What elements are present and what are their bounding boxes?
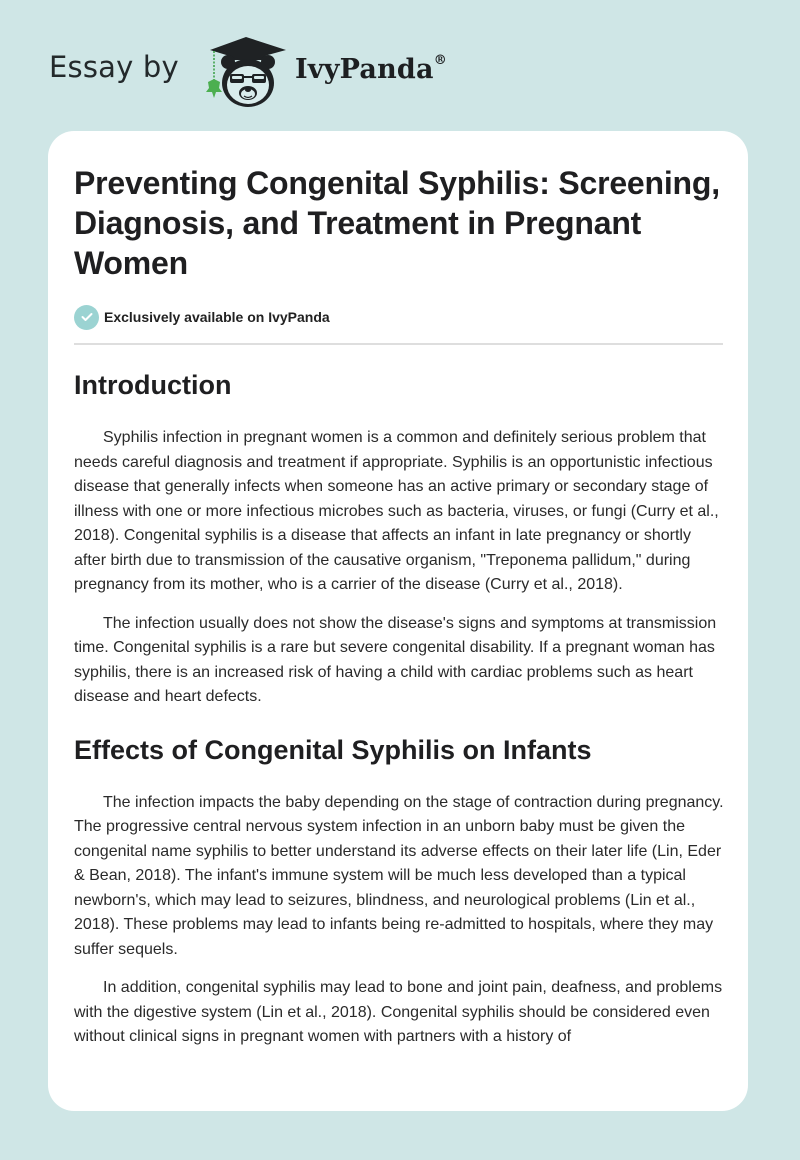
essay-card	[48, 131, 748, 1111]
section-heading-introduction: Introduction	[74, 370, 232, 400]
paragraph: The infection usually does not show the disease's signs and symptoms at transmission time. Congenital syphilis is a rare but severe congenital disability. If a pregnant woman has syphilis, there is an increased risk of having a child with cardiac problems such as heart disease and heart defects.	[74, 614, 717, 705]
brand-name[interactable]	[295, 54, 447, 85]
paragraph: In addition, congenital syphilis may lead to bone and joint pain, deafness, and problems with the digestive system (Lin et al., 2018). Congenital syphilis should be considered even without clinical signs in pregnant women with partners with a history of	[74, 979, 723, 1045]
brand-name-text: IvyPanda	[295, 54, 434, 85]
brand-header	[0, 0, 800, 130]
panda-graduate-logo-icon[interactable]	[200, 34, 292, 110]
exclusive-badge	[74, 304, 724, 330]
paragraph: Syphilis infection in pregnant women is a common and definitely serious problem that needs careful diagnosis and treatment if appropriate. Syphilis is an opportunistic infectious disease that generally infects when someone has an active primary or secondary stage of illness with one or more infectious microbes such as bacteria, viruses, or fungi (Curry et al., 2018). Congenital syphilis is a disease that affects an infant in late pregnancy or shortly after birth due to transmission of the causative organism, "Treponema pallidum," during pregnancy from its mother, who is a carrier of the disease (Curry et al., 2018).	[74, 429, 719, 593]
check-circle-icon	[74, 305, 99, 330]
essay-title: Preventing Congenital Syphilis: Screening, Diagnosis, and Treatment in Pregnant Women	[74, 165, 720, 281]
title-divider	[74, 343, 723, 345]
essay-by-label: Essay by	[49, 50, 179, 84]
essay-content	[74, 163, 724, 1050]
registered-mark: ®	[433, 53, 447, 68]
badge-text: Exclusively available on IvyPanda	[104, 309, 330, 325]
section-heading-effects: Effects of Congenital Syphilis on Infants	[74, 734, 592, 765]
paragraph: The infection impacts the baby depending on the stage of contraction during pregnancy. The progressive central nervous system infection in an unborn baby must be given the congenital name syphilis to better understand its adverse effects on their later life (Lin, Eder & Bean, 2018). The infant's immune system will be much less developed than a typical newborn's, which may lead to seizures, blindness, and neurological problems (Lin et al., 2018). These problems may lead to infants being re-admitted to hospitals, where they may suffer sequels.	[74, 793, 724, 958]
